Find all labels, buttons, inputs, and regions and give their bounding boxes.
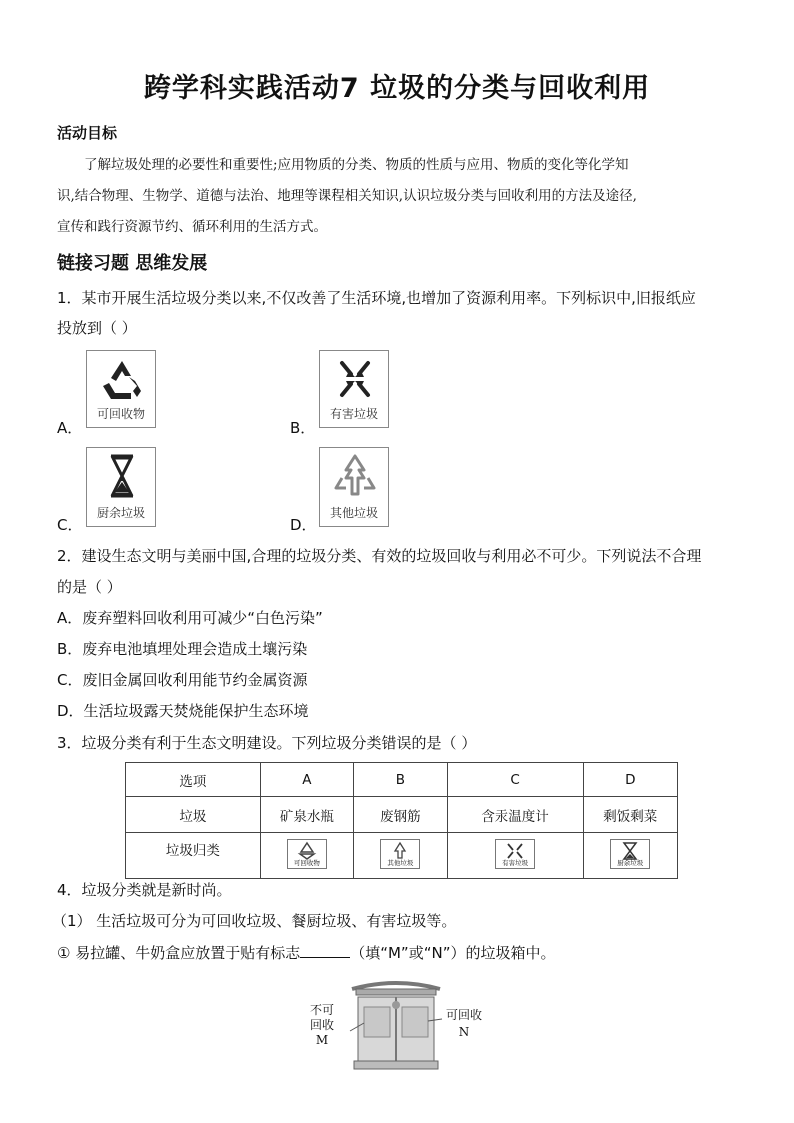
table-cell: 废钢筋 [354,797,447,833]
q2-option-c: C．废旧金属回收利用能节约金属资源 [57,671,308,689]
other-waste-icon [320,450,390,502]
q1-option-b-label: B． [290,419,316,437]
table-cell: 垃圾 [126,797,261,833]
table-cell: 垃圾归类 [126,833,261,879]
hazardous-sign-caption: 有害垃圾 [329,407,378,421]
q4-text: 4．垃圾分类就是新时尚。 [57,881,232,899]
q3-text: 3．垃圾分类有利于生态文明建设。下列垃圾分类错误的是（ ） [57,734,477,752]
table-cell [447,833,583,879]
table-cell: D [583,763,677,797]
trash-bin-icon [346,975,446,1075]
hazardous-sign [319,350,389,428]
other-waste-sign [319,447,389,527]
q2-option-d: D．生活垃圾露天焚烧能保护生态环境 [57,702,309,720]
page-title: 跨学科实践活动7 垃圾的分类与回收利用 [143,73,651,104]
table-cell: C [447,763,583,797]
table-cell: 剩饭剩菜 [583,797,677,833]
trash-bin-figure [300,975,500,1075]
q2-line-1: 2．建设生态文明与美丽中国,合理的垃圾分类、有效的垃圾回收与利用必不可少。下列说法不合理 [57,547,702,565]
table-cell: 选项 [126,763,261,797]
q2-line-2: 的是（ ） [57,578,122,596]
mini-recyclable-sign [287,839,327,869]
goal-line-1: 了解垃圾处理的必要性和重要性;应用物质的分类、物质的性质与应用、物质的变化等化学知 [84,157,629,173]
mini-sign-caption: 有害垃圾 [502,858,529,867]
other-waste-sign-caption: 其他垃圾 [329,506,378,520]
recyclable-sign-caption: 可回收物 [96,407,145,421]
q1-option-a-label: A． [57,419,83,437]
table-row [126,763,678,797]
kitchen-waste-sign-caption: 厨余垃圾 [96,506,145,520]
q1-line-2: 投放到（ ） [57,319,137,337]
answer-blank[interactable] [300,945,350,958]
q1-line-1: 1．某市开展生活垃圾分类以来,不仅改善了生活环境,也增加了资源利用率。下列标识中,旧报纸应 [57,289,696,307]
q1-option-d-label: D． [290,516,317,534]
bin-label-left-1: 不可 [310,1003,335,1017]
goal-line-2: 识,结合物理、生物学、道德与法治、地理等课程相关知识,认识垃圾分类与回收利用的方法及途径, [57,188,637,204]
table-cell: 含汞温度计 [447,797,583,833]
mini-sign-caption: 其他垃圾 [387,858,414,867]
table-cell: A [260,763,353,797]
bin-label-left-m: M [315,1033,329,1047]
recyclable-sign [86,350,156,428]
goal-line-3: 宣传和践行资源节约、循环利用的生活方式。 [57,219,327,235]
q1-option-c-label: C． [57,516,83,534]
mini-kitchen-sign [610,839,650,869]
q4-sub1: （1） 生活垃圾可分为可回收垃圾、餐厨垃圾、有害垃圾等。 [52,912,457,930]
table-row [126,833,678,879]
mini-other-sign [380,839,420,869]
q2-option-a: A．废弃塑料回收利用可减少“白色污染” [57,609,323,627]
table-cell: 矿泉水瓶 [260,797,353,833]
goal-heading: 活动目标 [57,124,118,142]
q2-option-b: B．废弃电池填埋处理会造成土壤污染 [57,640,308,658]
hazard-icon [320,353,390,405]
bin-label-right [446,1007,482,1041]
q4-sub1a-prefix: ① 易拉罐、牛奶盒应放置于贴有标志 [57,944,301,962]
table-cell [260,833,353,879]
mini-sign-caption: 厨余垃圾 [617,858,644,867]
table-cell [583,833,677,879]
recycle-icon [87,353,157,405]
q4-sub1a [57,942,555,963]
mini-hazard-sign [495,839,535,869]
bin-label-left [310,1003,334,1048]
hourglass-icon [87,450,157,502]
q3-table [125,762,678,879]
mini-sign-caption: 可回收物 [293,858,320,867]
bin-label-left-2: 回收 [310,1018,335,1032]
table-row [126,797,678,833]
table-cell [354,833,447,879]
bin-label-right-1: 可回收 [446,1008,483,1022]
q4-sub1a-suffix: （填“M”或“N”）的垃圾箱中。 [350,944,556,962]
section-heading: 链接习题 思维发展 [57,253,208,274]
bin-label-right-n: N [458,1025,470,1039]
table-cell: B [354,763,447,797]
kitchen-waste-sign [86,447,156,527]
